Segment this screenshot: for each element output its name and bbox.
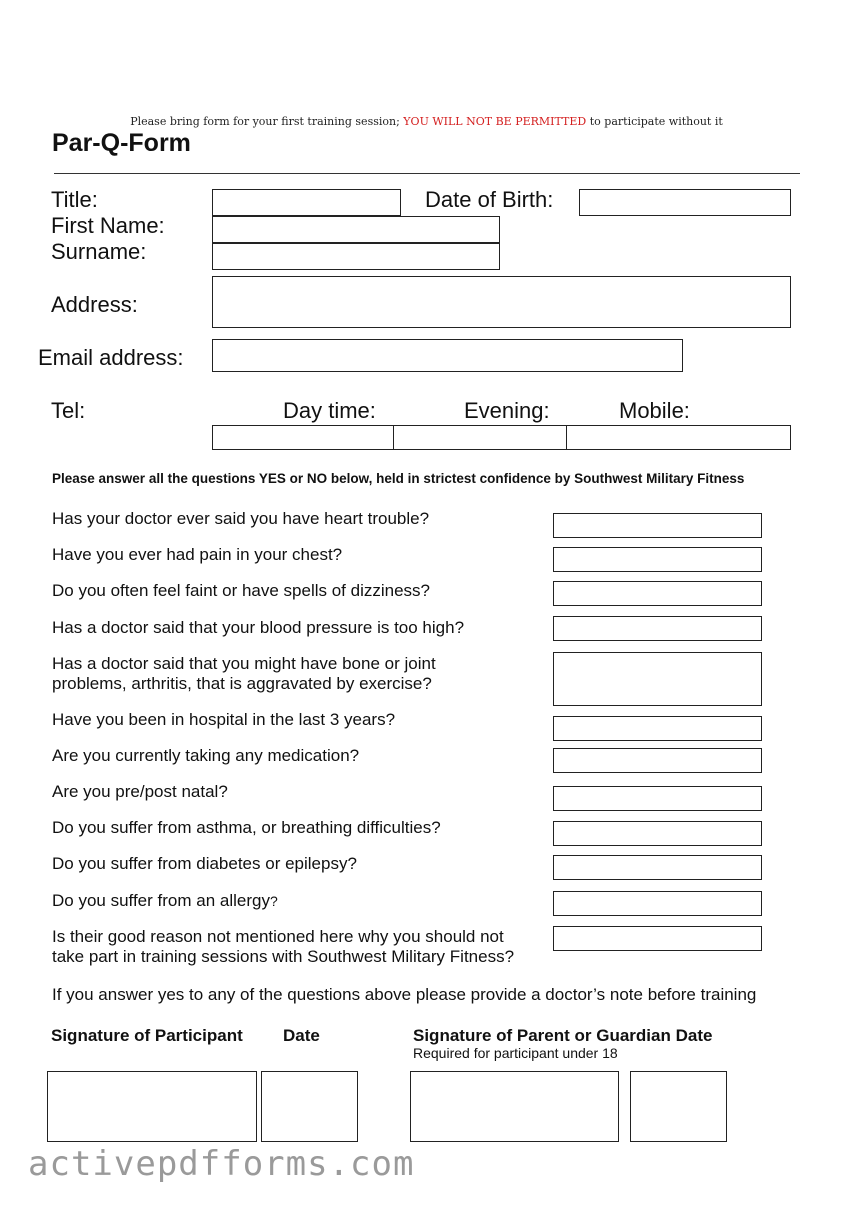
guardian-signature-label: Signature of Parent or Guardian Date	[413, 1026, 713, 1045]
guardian-requirement-note: Required for participant under 18	[413, 1045, 618, 1061]
question-text	[52, 927, 514, 967]
answer-field[interactable]	[553, 891, 762, 916]
day-time-phone-field[interactable]	[212, 425, 394, 450]
email-field[interactable]	[212, 339, 683, 372]
question-text: Are you currently taking any medication?	[52, 746, 360, 765]
question-line: problems, arthritis, that is aggravated by exercise?	[52, 674, 432, 693]
answer-field[interactable]	[553, 855, 762, 880]
surname-label: Surname:	[51, 239, 147, 264]
notice-warning: YOU WILL NOT BE PERMITTED	[403, 115, 587, 128]
question-text: Have you been in hospital in the last 3 years?	[52, 710, 396, 729]
answer-field[interactable]	[553, 786, 762, 811]
email-label: Email address:	[38, 345, 184, 370]
question-line: Is their good reason not mentioned here why you should not	[52, 927, 504, 946]
watermark-footer: activepdfforms.com	[28, 1144, 415, 1184]
question-text: Do you suffer from diabetes or epilepsy?	[52, 854, 357, 873]
guardian-date-field[interactable]	[630, 1071, 727, 1142]
question-text	[52, 891, 278, 911]
dob-field[interactable]	[579, 189, 791, 216]
guardian-signature-field[interactable]	[410, 1071, 619, 1142]
participant-signature-label: Signature of Participant	[51, 1026, 243, 1045]
participant-date-label: Date	[283, 1026, 320, 1045]
question-text: Has a doctor said that your blood pressure is too high?	[52, 618, 465, 637]
title-field[interactable]	[212, 189, 401, 216]
first-name-label: First Name:	[51, 213, 165, 238]
question-text: Has your doctor ever said you have heart trouble?	[52, 509, 430, 528]
mobile-phone-field[interactable]	[566, 425, 791, 450]
title-divider	[54, 173, 800, 174]
address-field[interactable]	[212, 276, 791, 328]
doctor-note-instruction: If you answer yes to any of the questions above please provide a doctor’s note before training	[52, 985, 757, 1004]
form-title: Par-Q-Form	[52, 129, 191, 157]
tel-label: Tel:	[51, 398, 86, 423]
question-text: Do you suffer from asthma, or breathing difficulties?	[52, 818, 441, 837]
day-time-label: Day time:	[283, 398, 376, 423]
notice-text-end: to participate without it	[589, 115, 723, 128]
participant-signature-field[interactable]	[47, 1071, 257, 1142]
answer-field[interactable]	[553, 748, 762, 773]
questionnaire-instructions: Please answer all the questions YES or NO below, held in strictest confidence by Southwest Military Fitness	[52, 471, 745, 486]
question-line: take part in training sessions with Southwest Military Fitness?	[52, 947, 515, 966]
first-name-field[interactable]	[212, 216, 500, 243]
title-label: Title:	[51, 187, 98, 212]
notice-text: Please bring form for your first training session;	[130, 115, 400, 128]
answer-field[interactable]	[553, 716, 762, 741]
answer-field[interactable]	[553, 652, 762, 706]
evening-phone-field[interactable]	[393, 425, 567, 450]
dob-label: Date of Birth:	[425, 187, 554, 212]
question-line: Has a doctor said that you might have bone or joint	[52, 654, 436, 673]
question-text: Have you ever had pain in your chest?	[52, 545, 343, 564]
question-text	[52, 654, 436, 694]
answer-field[interactable]	[553, 926, 762, 951]
question-text: Are you pre/post natal?	[52, 782, 228, 801]
question-mark: ?	[269, 893, 278, 909]
answer-field[interactable]	[553, 821, 762, 846]
answer-field[interactable]	[553, 513, 762, 538]
address-label: Address:	[51, 292, 138, 317]
question-text: Do you often feel faint or have spells of dizziness?	[52, 581, 430, 600]
session-notice	[0, 115, 853, 128]
evening-label: Evening:	[464, 398, 550, 423]
answer-field[interactable]	[553, 581, 762, 606]
answer-field[interactable]	[553, 616, 762, 641]
surname-field[interactable]	[212, 243, 500, 270]
mobile-label: Mobile:	[619, 398, 690, 423]
answer-field[interactable]	[553, 547, 762, 572]
participant-date-field[interactable]	[261, 1071, 358, 1142]
question-line: Do you suffer from an allergy	[52, 891, 270, 910]
